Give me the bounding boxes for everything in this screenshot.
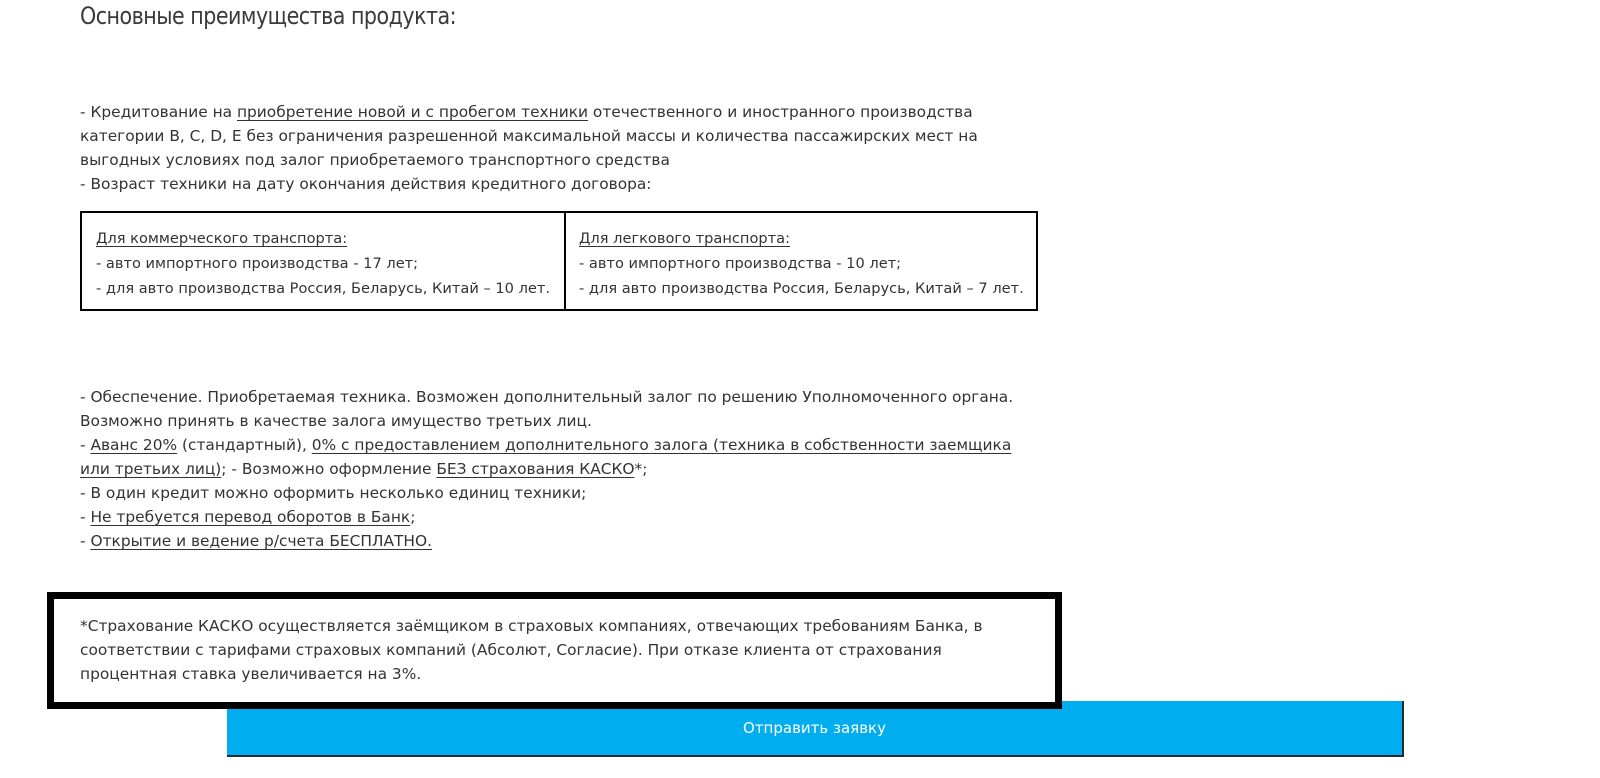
submit-application-button[interactable]: Отправить заявку: [227, 701, 1404, 757]
intro-prefix: - Кредитование на: [80, 103, 237, 121]
collateral-line: - Обеспечение. Приобретаемая техника. Возможен дополнительный залог по решению Уполномоченного органа.: [80, 388, 1014, 406]
purchase-link[interactable]: приобретение новой и с пробегом техники: [236, 103, 589, 121]
advance-link[interactable]: Аванс 20%: [90, 436, 178, 454]
no-kasko-link[interactable]: БЕЗ страхования КАСКО: [436, 460, 635, 478]
footnote-line-2: соответствии с тарифами страховых компаний (Абсолют, Согласие). При отказе клиента от страхования: [80, 641, 942, 659]
kasko-footnote: [47, 592, 1062, 709]
multiple-units-line: - В один кредит можно оформить несколько единиц техники;: [80, 484, 587, 502]
age-intro-line: - Возраст техники на дату окончания действия кредитного договора:: [80, 175, 652, 193]
intro-text: [80, 100, 978, 196]
third-party-collateral-line: Возможно принять в качестве залога имущество третьих лиц.: [80, 412, 592, 430]
page-title: Основные преимущества продукта:: [80, 2, 457, 30]
commercial-import-age: - авто импортного производства - 17 лет;: [96, 255, 419, 272]
no-turnover-suffix: ;: [410, 508, 416, 526]
free-account-prefix: -: [80, 532, 91, 550]
passenger-transport-cell: [566, 213, 1036, 309]
vehicle-age-table: [80, 211, 1038, 311]
commercial-domestic-age: - для авто производства Россия, Беларусь, Китай – 10 лет.: [96, 280, 551, 297]
no-turnover-line: [80, 505, 1013, 529]
passenger-domestic-age: - для авто производства Россия, Беларусь, Китай – 7 лет.: [579, 280, 1024, 297]
advance-line: [80, 433, 1013, 457]
kasko-asterisk: *;: [634, 460, 648, 478]
intro-line-3: выгодных условиях под залог приобретаемого транспортного средства: [80, 151, 670, 169]
commercial-transport-cell: [82, 213, 566, 309]
free-account-link[interactable]: Открытие и ведение р/счета БЕСПЛАТНО.: [90, 532, 433, 550]
advance-prefix: -: [80, 436, 91, 454]
commercial-transport-title: Для коммерческого транспорта:: [96, 230, 348, 247]
zero-advance-link-cont[interactable]: или третьих лиц): [80, 460, 222, 478]
kasko-line: [80, 457, 1013, 481]
free-account-line: [80, 529, 1013, 553]
zero-advance-link[interactable]: 0% с предоставлением дополнительного залога (техника в собственности заемщика: [311, 436, 1012, 454]
intro-line-1: [80, 100, 978, 124]
passenger-import-age: - авто импортного производства - 10 лет;: [579, 255, 902, 272]
advance-standard-text: (стандартный),: [177, 436, 312, 454]
footnote-line-3: процентная ставка увеличивается на 3%.: [80, 665, 422, 683]
details-text: [80, 385, 1013, 553]
intro-line-2: категории B, C, D, E без ограничения разрешенной максимальной массы и количества пассажирских мест на: [80, 127, 978, 145]
passenger-transport-title: Для легкового транспорта:: [579, 230, 790, 247]
no-turnover-link[interactable]: Не требуется перевод оборотов в Банк: [90, 508, 411, 526]
intro-suffix: отечественного и иностранного производства: [588, 103, 973, 121]
no-turnover-prefix: -: [80, 508, 91, 526]
kasko-prefix: ; - Возможно оформление: [221, 460, 437, 478]
footnote-line-1: *Страхование КАСКО осуществляется заёмщиком в страховых компаниях, отвечающих требованиям Банка, в: [80, 617, 983, 635]
